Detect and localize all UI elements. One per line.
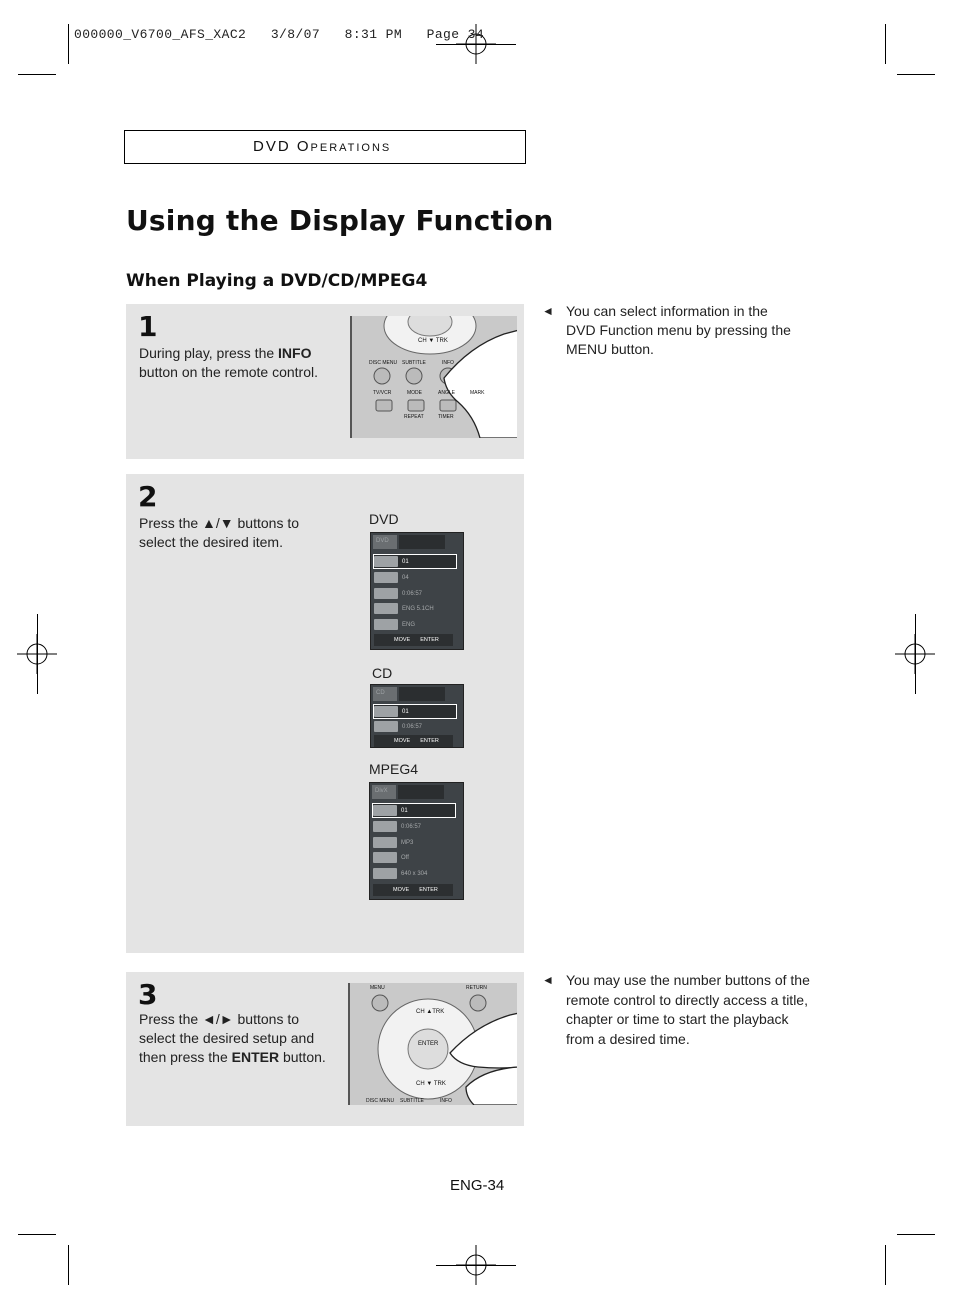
step-1-text (139, 344, 318, 382)
step-2-panel (126, 474, 524, 953)
step-1-panel (126, 304, 524, 459)
info-row: 0:06:57 (374, 587, 422, 600)
crop-mark (68, 1245, 69, 1285)
screen-label-dvd: DVD (369, 511, 399, 527)
step-2-text (139, 514, 299, 552)
screen-tab: DivX (372, 785, 396, 799)
remote-label: MENU (370, 985, 385, 991)
remote-label: DISC MENU (369, 360, 398, 366)
remote-label: DISC MENU (366, 1098, 395, 1104)
remote-label: REPEAT (404, 414, 424, 420)
section-rest: PERATIONS (310, 142, 392, 154)
chapter-icon (374, 572, 398, 583)
remote-label: ANGLE (438, 390, 455, 396)
crop-mark (436, 44, 516, 45)
screen-footer: MOVE ENTER (374, 634, 453, 646)
remote-label: INFO (442, 360, 454, 366)
audio-icon (373, 837, 397, 848)
crop-mark (897, 1234, 935, 1235)
info-row: MP3 (373, 836, 413, 849)
section-first: DVD O (253, 138, 311, 155)
crop-mark (885, 24, 886, 64)
remote-label: CH ▲TRK (416, 1009, 445, 1015)
remote-label: INFO (440, 1098, 452, 1104)
step-3-panel (126, 972, 524, 1126)
step-3-text (139, 1010, 326, 1067)
remote-label: MARK (470, 390, 485, 396)
remote-label: SUBTITLE (400, 1098, 424, 1104)
remote-label: TIMER (438, 414, 454, 420)
info-row: 0:06:57 (373, 820, 421, 833)
info-row: ENG 5.1CH (374, 602, 434, 615)
cd-info-screen (370, 684, 464, 748)
step-text-b: select the desired item. (139, 534, 283, 550)
note-line: DVD Function menu by pressing the (566, 322, 791, 338)
step-number: 2 (138, 480, 158, 513)
remote-label: CH ▼ TRK (416, 1081, 446, 1087)
remote-label: TV/VCR (373, 390, 392, 396)
crop-mark (18, 74, 56, 75)
remote-illustration (348, 983, 517, 1105)
time-icon (373, 821, 397, 832)
remote-label: ENTER (418, 1041, 439, 1047)
file-icon (373, 805, 397, 816)
print-header: 000000_V6700_AFS_XAC2 3/8/07 8:31 PM Page 34 (74, 27, 485, 42)
sub-title: When Playing a DVD/CD/MPEG4 (126, 271, 428, 291)
crop-mark (37, 614, 38, 694)
step-text-a: Press the ◄/► buttons to (139, 1011, 300, 1027)
resolution-icon (373, 868, 397, 879)
info-row: 01 (373, 804, 455, 817)
crop-mark (885, 1245, 886, 1285)
step-text-a: During play, press the (139, 345, 279, 361)
info-row: 0:06:57 (374, 720, 422, 733)
step-text-b: select the desired setup and (139, 1030, 315, 1046)
page-number: ENG-34 (450, 1177, 505, 1194)
remote-buttons-icon (352, 316, 517, 438)
info-row: 04 (374, 571, 409, 584)
crop-mark (18, 1234, 56, 1235)
track-icon (374, 706, 398, 717)
info-row: 640 x 304 (373, 867, 427, 880)
remote-label: MODE (407, 390, 422, 396)
note-line: from a desired time. (566, 1030, 690, 1047)
time-icon (374, 588, 398, 599)
crop-mark (915, 614, 916, 694)
note-line: chapter or time to start the playback (566, 1011, 789, 1028)
note-2 (542, 971, 810, 1049)
page-title: Using the Display Function (126, 204, 554, 237)
remote-label: CH ▼ TRK (418, 338, 448, 344)
info-row: 01 (374, 705, 456, 718)
dvd-info-screen (370, 532, 464, 650)
note-arrow-icon: ◄ (542, 304, 554, 318)
step-text-c: button on the remote control. (139, 364, 318, 380)
remote-label: RETURN (466, 985, 487, 991)
step-number: 1 (138, 310, 158, 343)
crop-mark (436, 1265, 516, 1266)
note-arrow-icon: ◄ (542, 973, 554, 987)
info-row: Off (373, 851, 409, 864)
screen-tab: DVD (373, 535, 397, 549)
crop-mark (68, 24, 69, 64)
title-icon (374, 556, 398, 567)
screen-label-cd: CD (372, 665, 393, 681)
note-line: remote control to directly access a title, (566, 991, 808, 1008)
note-line: You can select information in the (566, 303, 768, 319)
section-header (124, 130, 526, 164)
screen-tab: CD (373, 687, 397, 701)
screen-label-mpeg4: MPEG4 (369, 761, 419, 777)
note-1 (542, 302, 791, 359)
screen-footer: MOVE ENTER (374, 735, 453, 747)
screen-footer: MOVE ENTER (373, 884, 453, 896)
subtitle-icon (373, 852, 397, 863)
time-icon (374, 721, 398, 732)
step-number: 3 (138, 978, 158, 1011)
subtitle-icon (374, 619, 398, 630)
step-text-key: ENTER (231, 1049, 280, 1065)
step-text-e: button. (279, 1049, 326, 1065)
remote-illustration (350, 316, 517, 438)
remote-label: SUBTITLE (402, 360, 426, 366)
info-row: ENG (374, 618, 415, 631)
crop-mark (897, 74, 935, 75)
info-row: 01 (374, 555, 456, 568)
step-text-a: Press the ▲/▼ buttons to (139, 515, 300, 531)
audio-icon (374, 603, 398, 614)
step-text-c: then press the (139, 1049, 232, 1065)
mpeg4-info-screen (369, 782, 464, 900)
note-line: MENU button. (566, 341, 654, 357)
step-text-key: INFO (278, 345, 312, 361)
note-line: You may use the number buttons of the (566, 972, 810, 988)
